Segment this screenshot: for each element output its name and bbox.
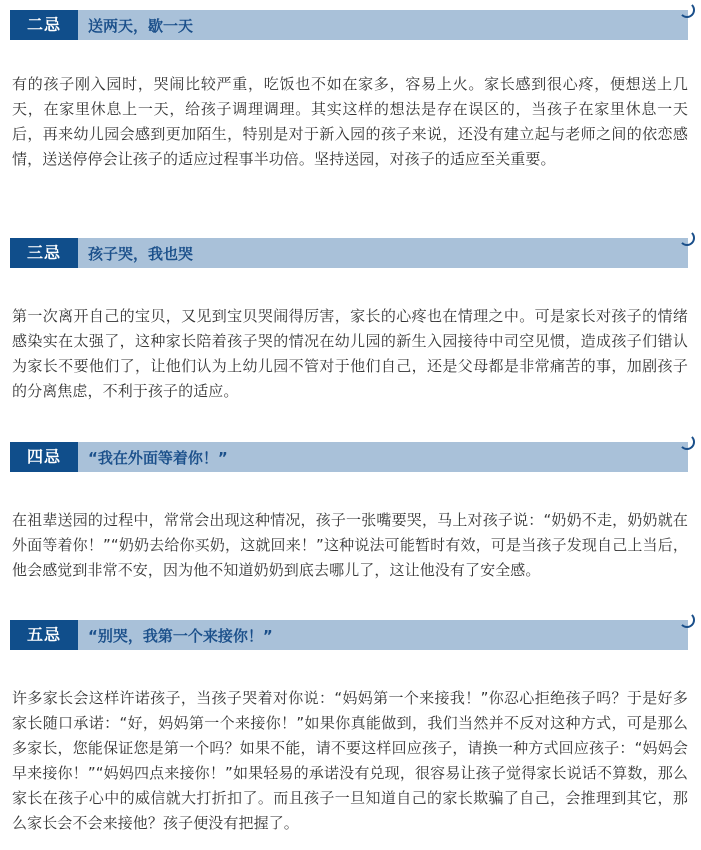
section-paragraph: 有的孩子刚入园时，哭闹比较严重，吃饭也不如在家多，容易上火。家长感到很心疼，便想送上几天，在家里休息上一天，给孩子调理调理。其实这样的想法是存在误区的，当孩子在家里休息一天后，再来幼儿园会感到更加陌生，特别是对于新入园的孩子来说，还没有建立起与老师之间的依恋感情，送送停停会让孩子的适应过程事半功倍。坚持送园，对孩子的适应至关重要。	[12, 75, 688, 168]
section-paragraph: 在祖辈送园的过程中，常常会出现这种情况，孩子一张嘴要哭，马上对孩子说：“奶奶不走，奶奶就在外面等着你！”“奶奶去给你买奶，这就回来！”这种说法可能暂时有效，可是当孩子发现自己上当后，他会感觉到非常不安，因为他不知道奶奶到底去哪儿了，这让他没有了安全感。	[12, 511, 688, 579]
section-tag: 二忌	[10, 10, 78, 40]
section-header	[10, 238, 688, 268]
section-tag: 四忌	[10, 442, 78, 472]
section-paragraph: 第一次离开自己的宝贝，又见到宝贝哭闹得厉害，家长的心疼也在情理之中。可是家长对孩子的情绪感染实在太强了，这种家长陪着孩子哭的情况在幼儿园的新生入园接待中司空见惯，造成孩子们错认为家长不要他们了，让他们认为上幼儿园不管对于他们自己，还是父母都是非常痛苦的事，加剧孩子的分离焦虑，不利于孩子的适应。	[12, 307, 688, 400]
section-header	[10, 442, 688, 472]
section-tag: 五忌	[10, 620, 78, 650]
curl-ornament-icon	[679, 612, 695, 628]
section-title: “别哭，我第一个来接你！”	[88, 627, 273, 645]
curl-ornament-icon	[679, 434, 695, 450]
curl-ornament-icon	[679, 230, 695, 246]
section-title: “我在外面等着你！”	[88, 449, 228, 467]
section-title: 孩子哭，我也哭	[88, 245, 194, 263]
section-header	[10, 620, 688, 650]
section-paragraph: 许多家长会这样许诺孩子，当孩子哭着对你说：“妈妈第一个来接我！”你忍心拒绝孩子吗？于是好多家长随口承诺：“好，妈妈第一个来接你！”如果你真能做到，我们当然并不反对这种方式，可是那么多家长，您能保证您是第一个吗？如果不能，请不要这样回应孩子，请换一种方式回应孩子：“妈妈会早来接你！”“妈妈四点来接你！”如果轻易的承诺没有兑现，很容易让孩子觉得家长说话不算数，那么家长在孩子心中的威信就大打折扣了。而且孩子一旦知道自己的家长欺骗了自己，会推理到其它，那么家长会不会来接他？孩子便没有把握了。	[12, 689, 688, 832]
section-title: 送两天，歇一天	[88, 17, 194, 35]
section-tag: 三忌	[10, 238, 78, 268]
